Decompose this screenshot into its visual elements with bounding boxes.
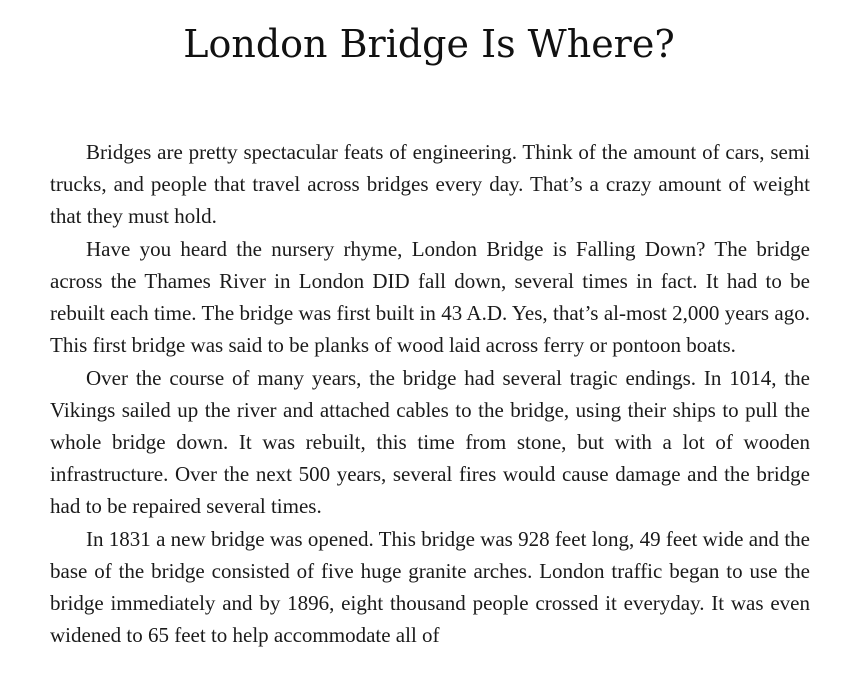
paragraph-3: Over the course of many years, the bridge had several tragic endings. In 1014, the Vikings sailed up the river and attached cables to the bridge, using their ships to pull the whole bridge down. It was rebuilt, this time from stone, but with a lot of wooden infrastructure. Over the next 500 years, several fires would cause damage and the bridge had to be repaired several times. <box>50 366 810 518</box>
paragraph-1: Bridges are pretty spectacular feats of engineering. Think of the amount of cars, semi trucks, and people that travel across bridges every day. That’s a crazy amount of weight that they must hold. <box>50 140 810 228</box>
paragraph-2: Have you heard the nursery rhyme, London Bridge is Falling Down? The bridge across the Thames River in London DID fall down, several times in fact. It had to be rebuilt each time. The bridge was first built in 43 A.D. Yes, that’s al-most 2,000 years ago. This first bridge was said to be planks of wood laid across ferry or pontoon boats. <box>50 237 810 357</box>
paragraph-4: In 1831 a new bridge was opened. This bridge was 928 feet long, 49 feet wide and the base of the bridge consisted of five huge granite arches. London traffic began to use the bridge immediately and by 1896, eight thousand people crossed it everyday. It was even widened to 65 feet to help accommodate all of <box>50 527 810 647</box>
article-body <box>50 136 810 652</box>
page-title: London Bridge Is Where? <box>183 22 675 66</box>
